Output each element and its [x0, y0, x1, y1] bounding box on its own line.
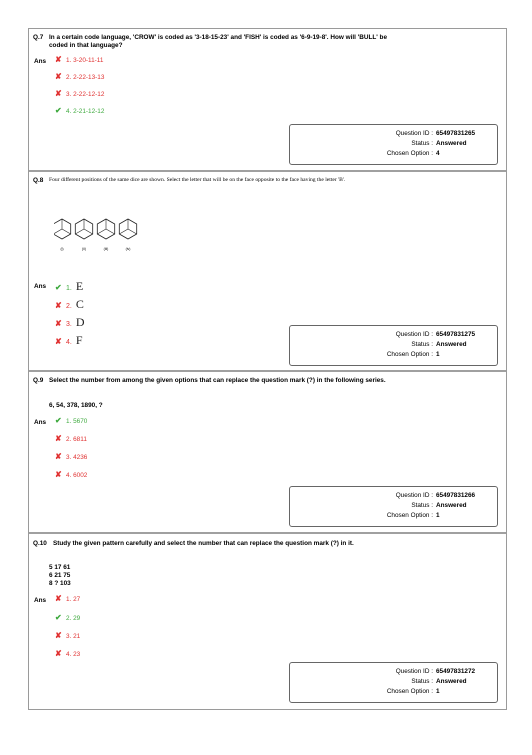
dice-label-2: (ii)	[82, 247, 86, 251]
option-label: 1.	[66, 285, 72, 292]
question-block-9	[29, 372, 506, 534]
status-label: Status :	[411, 341, 433, 348]
option-text: 2-22-12-12	[73, 91, 105, 98]
cross-icon: ✘	[55, 434, 62, 443]
chosen-option-value: 1	[436, 512, 440, 519]
question-title	[33, 34, 389, 50]
dice-label-3: (iii)	[103, 247, 109, 251]
option-4	[55, 470, 87, 480]
chosen-option-value: 1	[436, 688, 440, 695]
option-1	[55, 55, 103, 65]
option-text: 6811	[73, 436, 87, 443]
question-info-box	[289, 662, 498, 703]
option-text: 29	[73, 615, 81, 622]
question-info-box	[289, 486, 498, 527]
option-text: E	[75, 279, 84, 293]
question-id-value: 65497831265	[436, 130, 476, 137]
question-block-8	[29, 172, 506, 372]
chosen-option-label: Chosen Option :	[386, 351, 433, 358]
check-icon: ✔	[55, 283, 62, 292]
option-text: 3-20-11-11	[73, 57, 104, 64]
number-pattern	[49, 564, 71, 588]
cross-icon: ✘	[55, 631, 62, 640]
option-label: 2.	[66, 74, 72, 81]
option-text: 6002	[73, 472, 88, 479]
option-label: 3.	[66, 321, 72, 328]
question-text: Study the given pattern carefully and select the number that can replace the question mark (?) in it.	[53, 540, 354, 547]
question-title	[33, 540, 393, 548]
check-icon: ✔	[55, 106, 62, 115]
option-3	[55, 89, 104, 99]
question-id-value: 65497831272	[436, 668, 476, 675]
cross-icon: ✘	[55, 594, 62, 603]
option-text: 27	[73, 596, 81, 603]
status-value: Answered	[436, 140, 467, 147]
option-1	[55, 594, 80, 604]
option-label: 3.	[66, 91, 72, 98]
check-icon: ✔	[55, 416, 62, 425]
option-text: C	[75, 297, 84, 311]
ans-label: Ans	[34, 283, 47, 290]
ans-label: Ans	[34, 58, 47, 65]
option-text: 5670	[73, 418, 88, 425]
option-label: 3.	[66, 454, 72, 461]
cross-icon: ✘	[55, 452, 62, 461]
pattern-row: 8 ? 103	[49, 580, 71, 587]
dice-label-4: (iv)	[125, 247, 131, 251]
option-4	[55, 332, 83, 348]
cross-icon: ✘	[55, 89, 62, 98]
dice-edge	[106, 229, 115, 234]
option-text: 2-22-13-13	[73, 74, 105, 81]
chosen-option-label: Chosen Option :	[386, 512, 433, 519]
chosen-option-label: Chosen Option :	[386, 150, 433, 157]
status-label: Status :	[411, 140, 433, 147]
option-4	[55, 106, 104, 116]
question-number: Q.8	[33, 177, 44, 184]
option-label: 4.	[66, 108, 72, 115]
question-id-label: Question ID :	[395, 492, 433, 499]
question-number: Q.10	[33, 540, 47, 547]
option-1	[55, 416, 87, 426]
option-2	[55, 296, 84, 312]
ans-label: Ans	[34, 419, 47, 426]
dice-edge	[54, 229, 62, 234]
dice-edge	[128, 229, 137, 234]
option-text: 4236	[73, 454, 88, 461]
option-3	[55, 631, 80, 641]
option-text: 2-21-12-12	[73, 108, 105, 115]
pattern-row: 5 17 61	[49, 564, 71, 571]
option-label: 1.	[66, 57, 72, 64]
question-text: Select the number from among the given options that can replace the question mark (?) in the following series.	[49, 377, 386, 384]
dice-label-1: (i)	[60, 247, 64, 251]
option-2	[55, 72, 104, 82]
dice-edge	[84, 229, 93, 234]
chosen-option-value: 1	[436, 351, 440, 358]
question-text: In a certain code language, 'CROW' is coded as '3-18-15-23' and 'FISH' is coded as '6-9-19-8'. How will 'BULL' be coded in that language?	[49, 34, 388, 49]
option-label: 1.	[66, 418, 72, 425]
question-block-7	[29, 29, 506, 172]
question-info-box	[289, 124, 498, 165]
option-label: 4.	[66, 339, 72, 346]
chosen-option-label: Chosen Option :	[386, 688, 433, 695]
option-2	[55, 434, 87, 444]
option-label: 3.	[66, 633, 72, 640]
pattern-row: 6 21 75	[49, 572, 71, 579]
cross-icon: ✘	[55, 649, 62, 658]
option-text: 21	[73, 633, 81, 640]
status-value: Answered	[436, 502, 467, 509]
option-text: D	[75, 315, 85, 329]
dice-edge	[62, 229, 71, 234]
question-id-value: 65497831266	[436, 492, 476, 499]
option-text: 23	[73, 651, 81, 658]
option-label: 2.	[66, 436, 72, 443]
option-text: F	[75, 333, 83, 347]
option-label: 2.	[66, 615, 72, 622]
number-series: 6, 54, 378, 1890, ?	[49, 402, 103, 409]
status-label: Status :	[411, 678, 433, 685]
question-number: Q.9	[33, 377, 44, 384]
option-3	[55, 452, 87, 462]
status-value: Answered	[436, 341, 467, 348]
chosen-option-value: 4	[436, 150, 440, 157]
answer-sheet-page	[28, 28, 507, 710]
question-title	[33, 377, 389, 385]
status-value: Answered	[436, 678, 467, 685]
question-id-value: 65497831275	[436, 331, 476, 338]
ans-label: Ans	[34, 597, 47, 604]
question-text: Four different positions of the same dice are shown. Select the letter that will be on the face opposite to the face having the letter 'B'.	[49, 177, 346, 183]
status-label: Status :	[411, 502, 433, 509]
option-label: 1.	[66, 596, 72, 603]
cross-icon: ✘	[55, 319, 62, 328]
question-title	[33, 177, 389, 185]
cross-icon: ✘	[55, 470, 62, 479]
dice-edge	[97, 229, 106, 234]
question-id-label: Question ID :	[395, 331, 433, 338]
cross-icon: ✘	[55, 337, 62, 346]
question-info-box	[289, 325, 498, 366]
cross-icon: ✘	[55, 72, 62, 81]
option-label: 2.	[66, 303, 72, 310]
check-icon: ✔	[55, 613, 62, 622]
dice-figure	[54, 211, 144, 251]
question-number: Q.7	[33, 34, 44, 41]
option-label: 4.	[66, 472, 72, 479]
option-4	[55, 649, 80, 659]
question-id-label: Question ID :	[395, 130, 433, 137]
question-block-10	[29, 534, 506, 709]
option-3	[55, 314, 85, 330]
dice-edge	[119, 229, 128, 234]
dice-edge	[75, 229, 84, 234]
option-label: 4.	[66, 651, 72, 658]
cross-icon: ✘	[55, 55, 62, 64]
option-2	[55, 613, 80, 623]
option-1	[55, 278, 83, 294]
cross-icon: ✘	[55, 301, 62, 310]
question-id-label: Question ID :	[395, 668, 433, 675]
